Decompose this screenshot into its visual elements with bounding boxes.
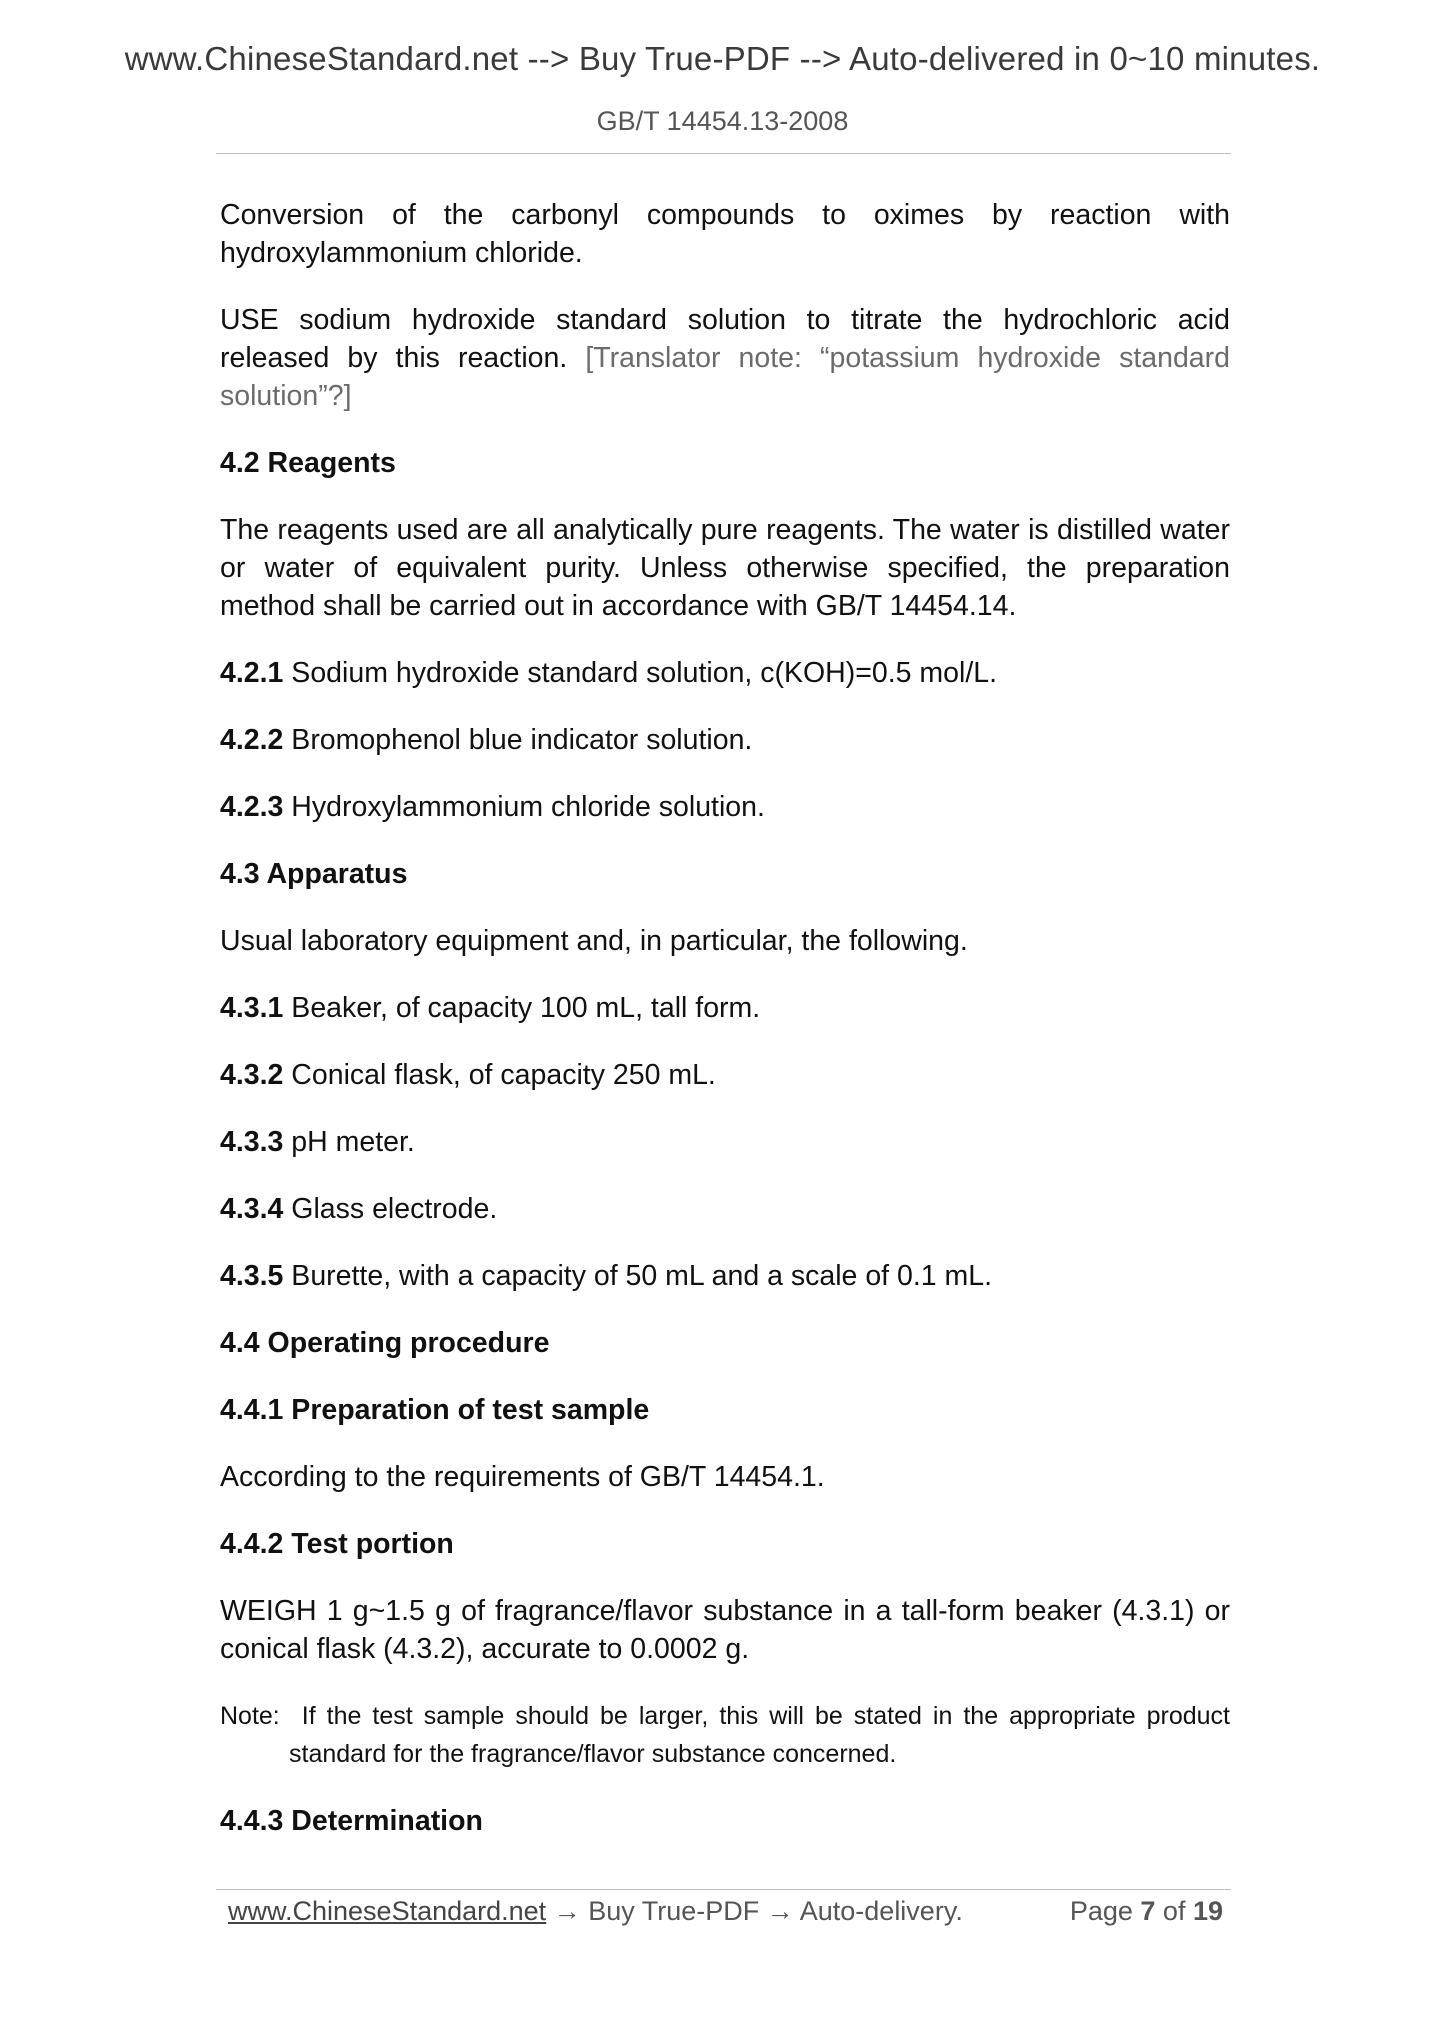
section-heading-4-4-3: 4.4.3 Determination [220, 1805, 483, 1837]
clause-text: Beaker, of capacity 100 mL, tall form. [283, 992, 761, 1024]
page-label: Page [1069, 1896, 1141, 1926]
page-of-label: of [1155, 1896, 1193, 1926]
paragraph-titration [220, 301, 1230, 415]
clause-text: Conical flask, of capacity 250 mL. [283, 1059, 716, 1091]
list-item [220, 1056, 1230, 1094]
clause-text: Sodium hydroxide standard solution, c(KOH)=0.5 mol/L. [283, 657, 998, 689]
standard-code: GB/T 14454.13-2008 [596, 106, 849, 136]
clause-text: Hydroxylammonium chloride solution. [283, 791, 765, 823]
page-number: 7 [1140, 1896, 1156, 1926]
clause-number: 4.3.5 [220, 1260, 284, 1292]
clause-number: 4.2.3 [220, 791, 284, 823]
document-body [220, 196, 1230, 1869]
footer-text: → Buy True-PDF → Auto-delivery. [546, 1896, 963, 1926]
paragraph-test-sample: According to the requirements of GB/T 14454.1. [220, 1461, 825, 1493]
clause-number: 4.3.3 [220, 1126, 284, 1158]
paragraph-reagents: The reagents used are all analytically pure reagents. The water is distilled water or water of equivalent purity. Unless otherwise specified, the preparation method shall be carried out in accordance with GB/T 14454.14. [220, 514, 1230, 622]
page-indicator [1070, 1896, 1223, 1927]
section-heading-4-4-1: 4.4.1 Preparation of test sample [220, 1394, 650, 1426]
list-item [220, 1123, 1230, 1161]
paragraph-conversion: Conversion of the carbonyl compounds to oximes by reaction with hydroxylammonium chloride. [220, 199, 1230, 269]
clause-text: pH meter. [283, 1126, 415, 1158]
clause-text: Glass electrode. [283, 1193, 498, 1225]
page-footer [228, 1896, 1223, 1927]
clause-number: 4.3.2 [220, 1059, 284, 1091]
paragraph-test-portion: WEIGH 1 g~1.5 g of fragrance/flavor substance in a tall-form beaker (4.3.1) or conical flask (4.3.2), accurate to 0.0002 g. [220, 1595, 1230, 1665]
footer-divider [216, 1889, 1231, 1890]
list-item [220, 721, 1230, 759]
footer-site-link[interactable]: www.ChineseStandard.net [228, 1896, 547, 1926]
clause-number: 4.2.1 [220, 657, 284, 689]
list-item [220, 1190, 1230, 1228]
clause-text: Bromophenol blue indicator solution. [283, 724, 753, 756]
clause-number: 4.3.4 [220, 1193, 284, 1225]
note: Note: If the test sample should be larger, this will be stated in the appropriate product standard for the fragrance/flavor substance concerned. [220, 1702, 1230, 1768]
list-item [220, 788, 1230, 826]
titration-text: USE sodium hydroxide standard solution to titrate the hydrochloric acid released by this reaction. [220, 304, 1230, 374]
list-item [220, 654, 1230, 692]
header-divider [216, 153, 1231, 154]
clause-number: 4.3.1 [220, 992, 284, 1024]
list-item [220, 1257, 1230, 1295]
section-heading-4-4: 4.4 Operating procedure [220, 1327, 550, 1359]
page-total: 19 [1192, 1896, 1223, 1926]
clause-text: Burette, with a capacity of 50 mL and a scale of 0.1 mL. [283, 1260, 993, 1292]
translator-note: [Translator note: “potassium hydroxide standard solution”?] [220, 342, 1230, 412]
list-item [220, 989, 1230, 1027]
paragraph-apparatus: Usual laboratory equipment and, in particular, the following. [220, 925, 968, 957]
section-heading-4-2: 4.2 Reagents [220, 447, 396, 479]
section-heading-4-4-2: 4.4.2 Test portion [220, 1528, 454, 1560]
clause-number: 4.2.2 [220, 724, 284, 756]
section-heading-4-3: 4.3 Apparatus [220, 858, 408, 890]
top-banner: www.ChineseStandard.net --> Buy True-PDF --> Auto-delivered in 0~10 minutes. [124, 40, 1321, 77]
